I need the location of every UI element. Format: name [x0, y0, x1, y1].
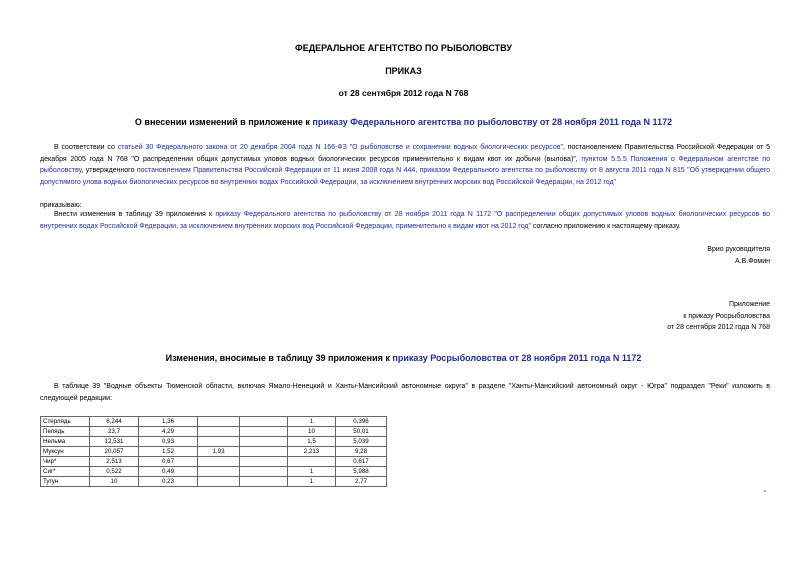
appendix-header	[667, 299, 770, 334]
regulation-link[interactable]: пунктом 5.5.5 Положения о Федеральном агентстве по рыболовству	[40, 155, 770, 174]
table-cell-value: 1	[288, 417, 336, 427]
table-cell-value: 1	[288, 477, 336, 487]
table-cell-value: 2,77	[336, 477, 387, 487]
table-cell-value: 10	[90, 477, 139, 487]
signature-block	[707, 244, 770, 267]
table-cell-value	[198, 427, 240, 437]
doc-title-prefix: О внесении изменений в приложение к	[134, 117, 313, 127]
table-cell-value: 0,67	[139, 457, 198, 467]
table-cell-value: 1	[288, 467, 336, 477]
table-cell-species: Тугун	[41, 477, 90, 487]
table-cell-value: 0,522	[90, 467, 139, 477]
table-cell-value: 2,513	[90, 457, 139, 467]
table-cell-value	[240, 427, 288, 437]
table-cell-value: 9,28	[336, 447, 387, 457]
preamble-text-c: , утвержденного	[81, 167, 137, 174]
table-cell-species: Сиг*	[41, 467, 90, 477]
order-text-b: согласно приложению к настоящему приказу.	[531, 222, 681, 230]
appendix-title-prefix: Изменения, вносимые в таблицу 39 приложения к	[165, 353, 393, 363]
table-cell-value: 0,49	[139, 467, 198, 477]
quota-table	[40, 416, 387, 487]
table-cell-value: 0,617	[336, 457, 387, 467]
table-cell-value: 0,93	[139, 437, 198, 447]
table-row	[41, 457, 387, 467]
order-text-a: Внести изменения в таблицу 39 приложения к	[54, 211, 216, 218]
table-row	[41, 467, 387, 477]
table-cell-value: 23,7	[90, 427, 139, 437]
table-cell-value: 4,29	[139, 427, 198, 437]
table-row	[41, 447, 387, 457]
table-cell-species: Стерлядь	[41, 417, 90, 427]
preamble-paragraph	[40, 142, 770, 188]
table-cell-value: 1,5	[288, 437, 336, 447]
preamble-text-b: , постановлением Правительства Российской Федерации от 5 декабря 2005 года N 768 "О распределении общих допустимых уловов водных биологических ресурсов применительно к видам квот их добычи (вылова)",	[40, 144, 771, 163]
table-cell-value	[198, 467, 240, 477]
appendix-line2: к приказу Росрыболовства	[683, 312, 770, 320]
table-cell-value: 1,36	[139, 417, 198, 427]
doc-title-link[interactable]: приказу Федерального агентства по рыболовству от 28 ноября 2011 года N 1172	[312, 117, 673, 127]
appendix-title-link[interactable]: приказу Росрыболовства от 28 ноября 2011 года N 1172	[392, 353, 642, 363]
order-1172-link[interactable]: приказу Федерального агентства по рыболовству от 28 ноября 2011 года N 1172 "О распределении общих допустимых уловов водных биологических ресурсов во внутренних водах Российской Федерации, за исключением внутренних морских вод Российской Федерации, применительно к видам квот на 2012 год"	[40, 211, 770, 230]
table-cell-value: 1,93	[198, 447, 240, 457]
appendix-line1: Приложение	[728, 301, 770, 308]
agency-name: ФЕДЕРАЛЬНОЕ АГЕНТСТВО ПО РЫБОЛОВСТВУ	[295, 43, 512, 53]
table-cell-value: 0,396	[336, 417, 387, 427]
order-word: приказываю:	[40, 202, 82, 209]
table-cell-species: Муксун	[41, 447, 90, 457]
table-cell-value	[240, 457, 288, 467]
order-paragraph	[40, 209, 770, 232]
table-cell-value	[198, 437, 240, 447]
table-cell-value	[288, 457, 336, 467]
government-decree-link[interactable]: постановлением Правительства Российской Федерации от 11 июня 2008 года N 444	[136, 167, 416, 174]
preamble-text-a: В соответствии со	[54, 144, 118, 151]
order-815-link[interactable]: приказом Федерального агентства по рыболовству от 8 августа 2011 года N 815 "Об утверждении общего допустимого улова водных биологических ресурсов во внутренних водах Российской Федерации, за исключением внутренних морских вод Российской Федерации, на 2012 год"	[40, 167, 771, 186]
table-cell-value: 20,057	[90, 447, 139, 457]
table-cell-species: Пелядь	[41, 427, 90, 437]
appendix-paragraph: В таблице 39 "Водные объекты Тюменской области, включая Ямало-Ненецкий и Ханты-Мансийский автономные округа" в разделе "Ханты-Мансийский автономный округ - Югра" подраздел "Реки" изложить в следующей редакции:	[40, 383, 770, 402]
table-row	[41, 477, 387, 487]
doc-type: ПРИКАЗ	[385, 66, 422, 76]
table-cell-value: 2,213	[288, 447, 336, 457]
table-cell-value	[240, 467, 288, 477]
table-row	[41, 427, 387, 437]
appendix-title	[0, 353, 807, 363]
table-row	[41, 437, 387, 447]
table-cell-value: 10	[288, 427, 336, 437]
table-cell-value: 6,244	[90, 417, 139, 427]
table-cell-value	[240, 477, 288, 487]
table-cell-species: Нельма	[41, 437, 90, 447]
table-cell-value	[240, 437, 288, 447]
preamble-text-d: ,	[415, 167, 420, 174]
table-row	[41, 417, 387, 427]
doc-title	[0, 117, 807, 127]
table-cell-value: 5,039	[336, 437, 387, 447]
table-cell-value: 12,531	[90, 437, 139, 447]
page-mark: "	[764, 491, 767, 497]
signature-name: А.В.Фомин	[734, 257, 770, 265]
doc-date-number: от 28 сентября 2012 года N 768	[338, 88, 469, 98]
table-cell-value	[240, 447, 288, 457]
table-cell-value: 1,52	[139, 447, 198, 457]
signature-position: Врио руководителя	[707, 246, 770, 253]
table-cell-value	[198, 417, 240, 427]
table-cell-species: Чир*	[41, 457, 90, 467]
table-cell-value: 0,23	[139, 477, 198, 487]
table-cell-value: 50,01	[336, 427, 387, 437]
table-cell-value	[198, 477, 240, 487]
table-cell-value	[198, 457, 240, 467]
appendix-line3: от 28 сентября 2012 года N 768	[667, 324, 770, 331]
law-link[interactable]: статьей 30 Федерального закона от 20 декабря 2004 года N 166-ФЗ "О рыболовстве и сохранении водных биологических ресурсов"	[117, 144, 563, 151]
table-cell-value: 5,988	[336, 467, 387, 477]
table-cell-value	[240, 417, 288, 427]
